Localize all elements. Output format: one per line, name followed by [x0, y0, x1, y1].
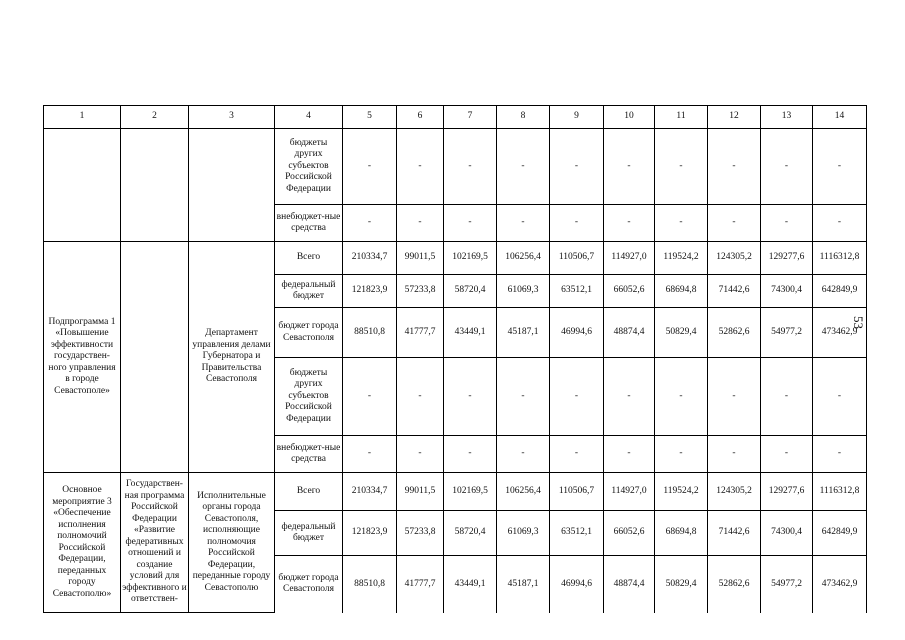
value-cell: - — [655, 358, 708, 436]
value-cell: - — [550, 358, 604, 436]
value-cell: - — [444, 436, 497, 473]
column-header-10: 10 — [604, 106, 655, 129]
merged-cell-col2 — [121, 129, 189, 242]
value-cell: - — [550, 205, 604, 242]
value-cell: 129277,6 — [761, 473, 813, 511]
merged-cell-col2: Государствен-ная программа Российской Федерации «Развитие федеративных отношений и создание условий для эффективного и ответствен- — [121, 473, 189, 613]
value-cell: - — [761, 358, 813, 436]
value-cell: 45187,1 — [497, 556, 550, 613]
column-header-9: 9 — [550, 106, 604, 129]
value-cell: 52862,6 — [708, 556, 761, 613]
merged-cell-col1 — [44, 129, 121, 242]
value-cell: 74300,4 — [761, 511, 813, 556]
column-header-1: 1 — [44, 106, 121, 129]
value-cell: 48874,4 — [604, 308, 655, 358]
value-cell: 63512,1 — [550, 511, 604, 556]
value-cell: 473462,9 — [813, 308, 867, 358]
value-cell: 43449,1 — [444, 308, 497, 358]
column-header-2: 2 — [121, 106, 189, 129]
value-cell: 50829,4 — [655, 308, 708, 358]
value-cell: - — [708, 129, 761, 205]
value-cell: - — [813, 358, 867, 436]
value-cell: 129277,6 — [761, 242, 813, 275]
table-row — [44, 242, 867, 275]
value-cell: 74300,4 — [761, 275, 813, 308]
value-cell: 119524,2 — [655, 242, 708, 275]
value-cell: - — [343, 436, 397, 473]
value-cell: 210334,7 — [343, 473, 397, 511]
value-cell: 99011,5 — [397, 473, 444, 511]
value-cell: 61069,3 — [497, 511, 550, 556]
value-cell: - — [550, 436, 604, 473]
value-cell: 66052,6 — [604, 511, 655, 556]
value-cell: 88510,8 — [343, 556, 397, 613]
value-cell: 642849,9 — [813, 511, 867, 556]
value-cell: 71442,6 — [708, 511, 761, 556]
column-header-8: 8 — [497, 106, 550, 129]
value-cell: 88510,8 — [343, 308, 397, 358]
value-cell: 54977,2 — [761, 308, 813, 358]
value-cell: - — [761, 129, 813, 205]
value-cell: 642849,9 — [813, 275, 867, 308]
value-cell: 63512,1 — [550, 275, 604, 308]
value-cell: 50829,4 — [655, 556, 708, 613]
value-cell: 124305,2 — [708, 242, 761, 275]
merged-cell-col1: Подпрограмма 1 «Повышение эффективности государствен-ного управления в городе Севастополе» — [44, 242, 121, 473]
value-cell: 106256,4 — [497, 473, 550, 511]
merged-cell-col3: Департамент управления делами Губернатора и Правительства Севастополя — [189, 242, 275, 473]
value-cell: - — [604, 358, 655, 436]
value-cell: 57233,8 — [397, 511, 444, 556]
value-cell: - — [761, 205, 813, 242]
value-cell: - — [497, 436, 550, 473]
funding-source-label: бюджеты других субъектов Российской Федерации — [275, 358, 343, 436]
column-header-11: 11 — [655, 106, 708, 129]
funding-source-label: внебюджет-ные средства — [275, 205, 343, 242]
value-cell: - — [550, 129, 604, 205]
value-cell: 41777,7 — [397, 308, 444, 358]
value-cell: - — [397, 205, 444, 242]
table-row — [44, 129, 867, 205]
value-cell: 102169,5 — [444, 473, 497, 511]
funding-source-label: Всего — [275, 473, 343, 511]
value-cell: - — [444, 205, 497, 242]
column-header-4: 4 — [275, 106, 343, 129]
value-cell: - — [655, 129, 708, 205]
funding-source-label: бюджет города Севастополя — [275, 556, 343, 613]
value-cell: - — [604, 436, 655, 473]
value-cell: 71442,6 — [708, 275, 761, 308]
value-cell: 102169,5 — [444, 242, 497, 275]
value-cell: 114927,0 — [604, 473, 655, 511]
value-cell: 58720,4 — [444, 511, 497, 556]
table-row — [44, 473, 867, 511]
budget-table — [43, 105, 867, 613]
value-cell: 43449,1 — [444, 556, 497, 613]
value-cell: 124305,2 — [708, 473, 761, 511]
value-cell: 473462,9 — [813, 556, 867, 613]
funding-source-label: бюджеты других субъектов Российской Федерации — [275, 129, 343, 205]
value-cell: - — [708, 436, 761, 473]
value-cell: - — [708, 358, 761, 436]
value-cell: 46994,6 — [550, 308, 604, 358]
value-cell: 48874,4 — [604, 556, 655, 613]
value-cell: 45187,1 — [497, 308, 550, 358]
value-cell: - — [761, 436, 813, 473]
funding-source-label: федеральный бюджет — [275, 511, 343, 556]
column-header-14: 14 — [813, 106, 867, 129]
value-cell: 46994,6 — [550, 556, 604, 613]
value-cell: 66052,6 — [604, 275, 655, 308]
value-cell: - — [397, 129, 444, 205]
column-header-13: 13 — [761, 106, 813, 129]
merged-cell-col3 — [189, 129, 275, 242]
column-header-7: 7 — [444, 106, 497, 129]
value-cell: 106256,4 — [497, 242, 550, 275]
merged-cell-col2 — [121, 242, 189, 473]
funding-source-label: федеральный бюджет — [275, 275, 343, 308]
value-cell: - — [497, 205, 550, 242]
value-cell: - — [397, 436, 444, 473]
value-cell: 68694,8 — [655, 511, 708, 556]
value-cell: - — [813, 436, 867, 473]
value-cell: - — [497, 358, 550, 436]
value-cell: 121823,9 — [343, 511, 397, 556]
value-cell: - — [813, 205, 867, 242]
column-header-6: 6 — [397, 106, 444, 129]
value-cell: 110506,7 — [550, 242, 604, 275]
value-cell: 61069,3 — [497, 275, 550, 308]
value-cell: 54977,2 — [761, 556, 813, 613]
page-number: 53 — [851, 316, 866, 329]
merged-cell-col3: Исполнительные органы города Севастополя, исполняющие полномочия Российской Федерации, переданные городу Севастополю — [189, 473, 275, 613]
value-cell: 210334,7 — [343, 242, 397, 275]
value-cell: - — [497, 129, 550, 205]
value-cell: 58720,4 — [444, 275, 497, 308]
value-cell: - — [343, 358, 397, 436]
value-cell: 119524,2 — [655, 473, 708, 511]
value-cell: - — [444, 358, 497, 436]
merged-cell-col1: Основное мероприятие 3 «Обеспечение исполнения полномочий Российской Федерации, переданных городу Севастополю» — [44, 473, 121, 613]
value-cell: 99011,5 — [397, 242, 444, 275]
funding-source-label: Всего — [275, 242, 343, 275]
column-header-5: 5 — [343, 106, 397, 129]
funding-source-label: бюджет города Севастополя — [275, 308, 343, 358]
value-cell: 68694,8 — [655, 275, 708, 308]
header-row — [44, 106, 867, 129]
value-cell: 1116312,8 — [813, 242, 867, 275]
value-cell: - — [655, 436, 708, 473]
value-cell: - — [343, 205, 397, 242]
value-cell: - — [813, 129, 867, 205]
column-header-12: 12 — [708, 106, 761, 129]
value-cell: - — [655, 205, 708, 242]
value-cell: - — [343, 129, 397, 205]
value-cell: - — [604, 129, 655, 205]
value-cell: - — [708, 205, 761, 242]
value-cell: 52862,6 — [708, 308, 761, 358]
value-cell: - — [444, 129, 497, 205]
column-header-3: 3 — [189, 106, 275, 129]
funding-source-label: внебюджет-ные средства — [275, 436, 343, 473]
value-cell: 41777,7 — [397, 556, 444, 613]
value-cell: 121823,9 — [343, 275, 397, 308]
value-cell: - — [604, 205, 655, 242]
value-cell: 114927,0 — [604, 242, 655, 275]
value-cell: 57233,8 — [397, 275, 444, 308]
value-cell: 1116312,8 — [813, 473, 867, 511]
value-cell: - — [397, 358, 444, 436]
value-cell: 110506,7 — [550, 473, 604, 511]
